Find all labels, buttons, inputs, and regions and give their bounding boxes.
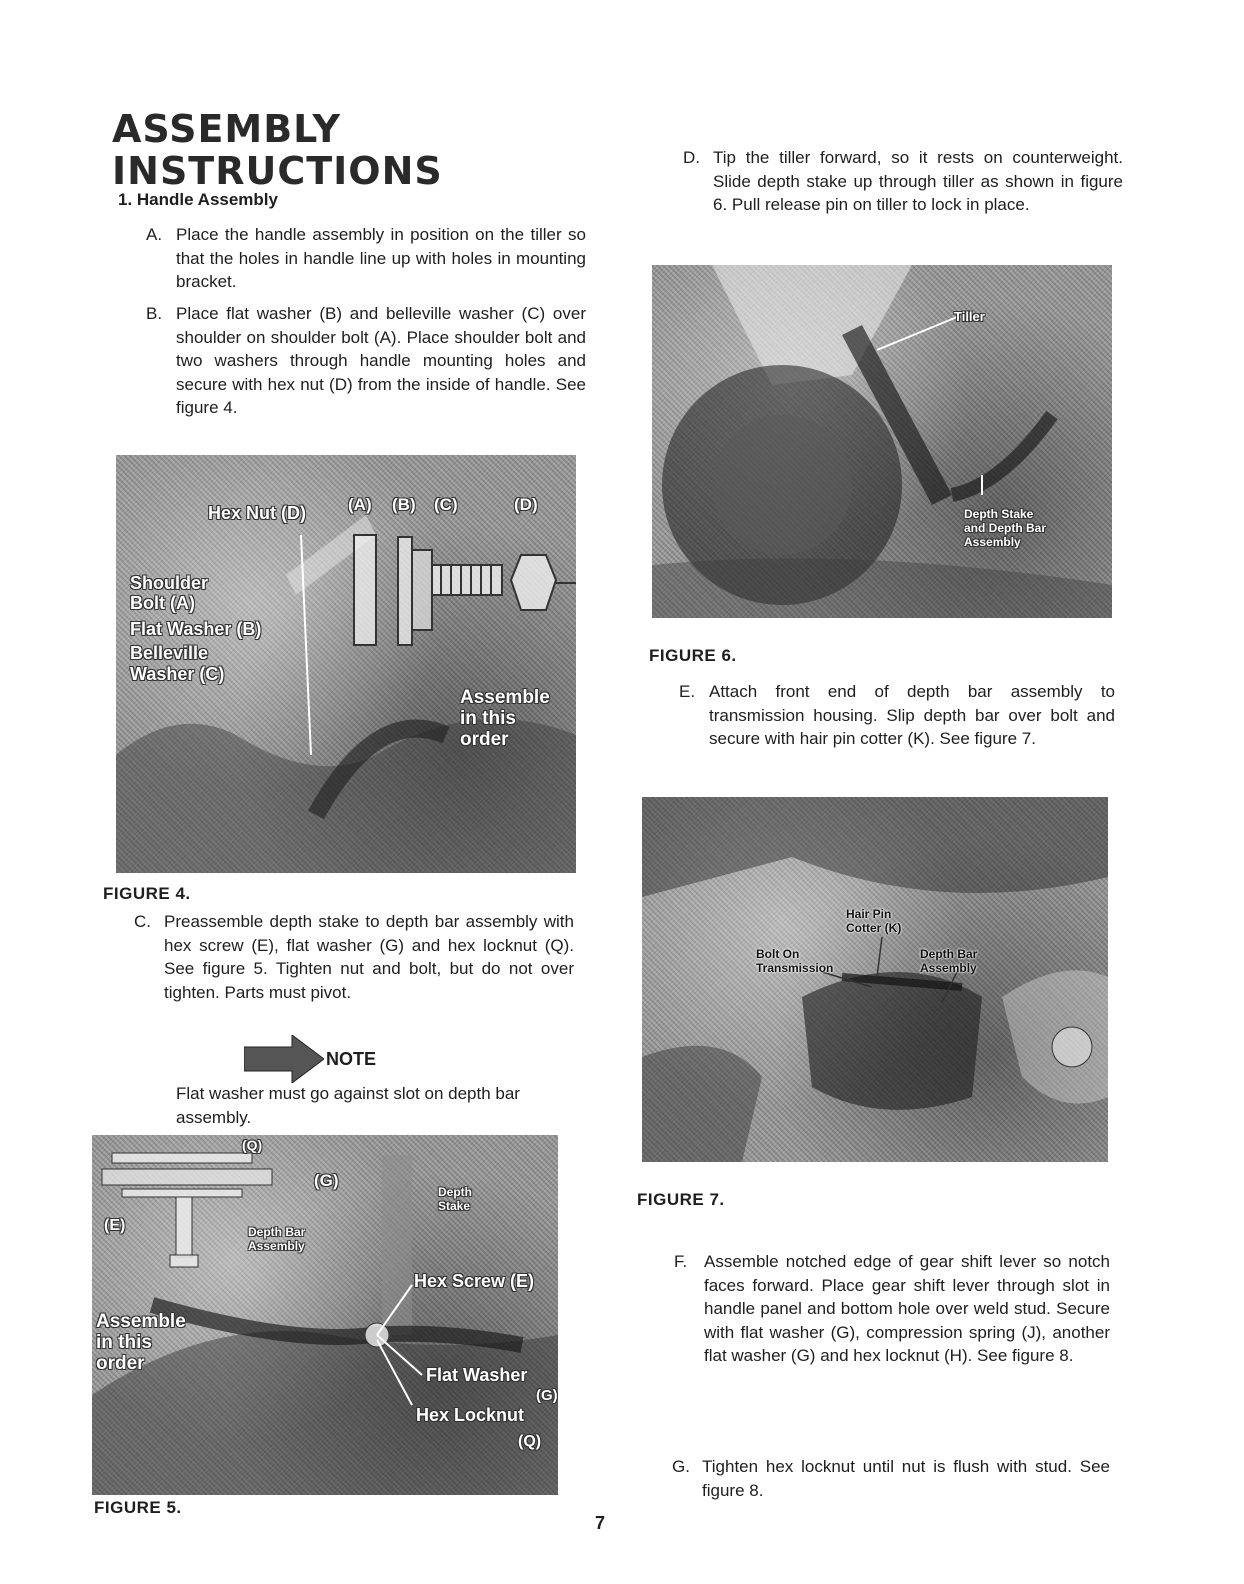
figure-5-photo (92, 1135, 558, 1495)
figure-7-photo (642, 797, 1108, 1162)
fig5-label-e: (E) (104, 1217, 126, 1234)
figure-4-photo (116, 455, 576, 873)
step-d-letter: D. (683, 148, 700, 167)
fig5-label-depth-bar: Depth Bar Assembly (248, 1225, 306, 1253)
fig7-label-hair-pin: Hair Pin Cotter (K) (846, 907, 902, 935)
fig4-label-shoulder-bolt: Shoulder Bolt (A) (130, 573, 209, 613)
page-number: 7 (595, 1513, 606, 1533)
step-b-text: Place flat washer (B) and belleville washer (C) over shoulder on shoulder bolt (A). Place shoulder bolt and two washers through handle mounting holes and secure with hex nut (D) from the inside of handle. See figure 4. (176, 304, 586, 417)
fig5-label-flat-washer: Flat Washer (426, 1365, 528, 1385)
step-a (146, 223, 586, 295)
figure-7-caption: FIGURE 7. (637, 1190, 725, 1209)
figure-6-photo (652, 265, 1112, 618)
fig5-label-hex-screw: Hex Screw (E) (414, 1271, 535, 1291)
step-b (146, 302, 586, 444)
fig4-label-b: (B) (392, 495, 416, 514)
step-c-letter: C. (134, 912, 151, 931)
fig4-label-assemble-order: Assemble in this order (460, 687, 550, 750)
step-c-text: Preassemble depth stake to depth bar assembly with hex screw (E), flat washer (G) and hex locknut (Q). See figure 5. Tighten nut and bolt, but do not over tighten. Parts must pivot. (164, 912, 574, 1002)
step-d (683, 146, 1123, 242)
step-c (134, 910, 574, 1030)
fig5-label-q2: (Q) (518, 1433, 542, 1450)
step-g-letter: G. (672, 1457, 690, 1476)
step-a-letter: A. (146, 225, 163, 244)
fig4-label-a: (A) (348, 495, 372, 514)
section-heading: 1. Handle Assembly (118, 190, 278, 209)
step-a-text: Place the handle assembly in position on the tiller so that the holes in handle line up with holes in mounting bracket. (176, 225, 586, 291)
fig4-label-d: (D) (514, 495, 538, 514)
fig5-label-q: (Q) (242, 1137, 263, 1153)
fig5-label-assemble-order: Assemble in this order (96, 1311, 186, 1374)
fig6-label-depth-stake: Depth Stake and Depth Bar Assembly (964, 507, 1047, 549)
figure-6-caption: FIGURE 6. (649, 646, 737, 665)
fig4-label-hex-nut: Hex Nut (D) (208, 503, 306, 523)
note-text: Flat washer must go against slot on depth bar assembly. (176, 1084, 520, 1127)
step-f (674, 1250, 1110, 1418)
title-line-2: INSTRUCTIONS (112, 149, 443, 193)
fig5-label-hex-locknut: Hex Locknut (416, 1405, 525, 1425)
fig5-label-g2: (G) (536, 1387, 558, 1404)
step-g (672, 1455, 1110, 1503)
fig6-label-tiller: Tiller (954, 309, 985, 324)
step-e-text: Attach front end of depth bar assembly to transmission housing. Slip depth bar over bolt and secure with hair pin cotter (K). See figure 7. (709, 682, 1115, 748)
figure-7-drawing (642, 797, 1108, 1162)
fig4-label-belleville: Belleville Washer (C) (130, 643, 225, 684)
step-f-letter: F. (674, 1252, 688, 1271)
page-title (112, 108, 472, 192)
fig5-label-g: (G) (314, 1171, 339, 1190)
step-e (679, 680, 1115, 776)
figure-5-caption: FIGURE 5. (94, 1498, 182, 1517)
fig5-label-depth-stake: Depth Stake (438, 1185, 472, 1213)
step-e-letter: E. (679, 682, 696, 701)
fig7-label-bolt-on: Bolt On Transmission (756, 947, 834, 975)
step-b-letter: B. (146, 304, 163, 323)
figure-4-caption: FIGURE 4. (103, 884, 191, 903)
figure-6-drawing (652, 265, 1112, 618)
fig4-label-flat-washer: Flat Washer (B) (130, 619, 262, 639)
note-arrow-icon (244, 1035, 324, 1083)
step-g-text: Tighten hex locknut until nut is flush with stud. See figure 8. (702, 1457, 1110, 1500)
note-label: NOTE (326, 1049, 377, 1069)
fig7-label-depth-bar: Depth Bar Assembly (920, 947, 978, 975)
step-f-text: Assemble notched edge of gear shift lever so notch faces forward. Place gear shift lever through slot in handle panel and bottom hole over weld stud. Secure with flat washer (G), compression spring (J), another flat washer (G) and hex locknut (H). See figure 8. (704, 1252, 1110, 1365)
title-line-1: ASSEMBLY (112, 107, 341, 151)
fig4-label-c: (C) (434, 495, 458, 514)
step-d-text: Tip the tiller forward, so it rests on counterweight. Slide depth stake up through tiller as shown in figure 6. Pull release pin on tiller to lock in place. (713, 148, 1123, 214)
